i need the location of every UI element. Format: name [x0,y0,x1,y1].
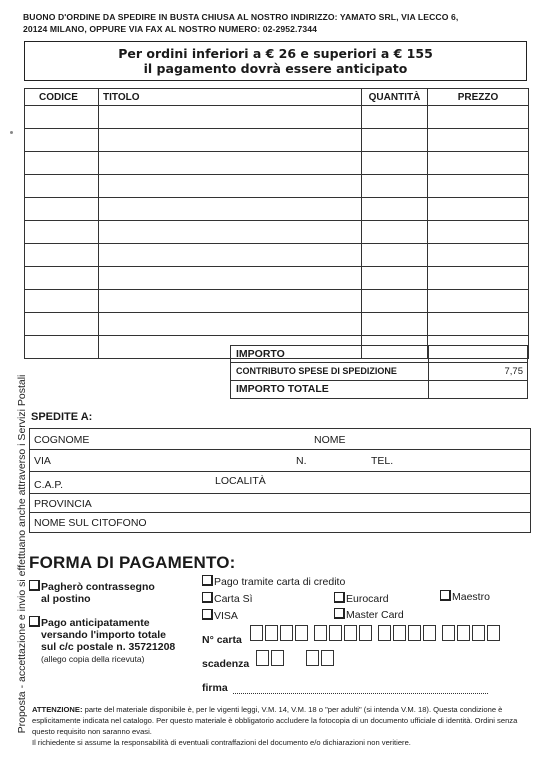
cognome-nome-row[interactable] [29,428,531,450]
order-cell-prezzo[interactable] [428,313,529,336]
n-carta-label: N° carta [202,634,242,646]
order-row [25,129,529,152]
orders-header-row [25,89,529,106]
contrassegno-checkbox[interactable] [29,580,40,591]
order-cell-codice[interactable] [25,290,99,313]
column-header-quantita: QUANTITÀ [362,89,428,106]
column-header-prezzo: PREZZO [428,89,529,106]
maestro-checkbox[interactable] [440,590,451,601]
order-cell-titolo[interactable] [99,267,362,290]
eurocard-checkbox[interactable] [334,592,345,603]
importo-field[interactable] [429,346,527,362]
card-digit-box[interactable] [442,625,455,641]
order-cell-codice[interactable] [25,129,99,152]
notice-line-2: il pagamento dovrà essere anticipato [143,61,408,76]
order-cell-prezzo[interactable] [428,221,529,244]
scadenza-label: scadenza [202,658,250,670]
via-label: VIA [34,455,51,467]
order-cell-quantita[interactable] [362,106,428,129]
order-cell-titolo[interactable] [99,313,362,336]
card-digit-box[interactable] [265,625,278,641]
orders-table [24,88,529,359]
maestro-label: Maestro [452,591,490,603]
order-row [25,152,529,175]
card-digit-box[interactable] [457,625,470,641]
order-cell-titolo[interactable] [99,290,362,313]
expiry-year-digit-2[interactable] [321,650,334,666]
contrassegno-line-2: al postino [41,593,91,605]
attention-text-2: Il richiedente si assume la responsabilità di eventuali contraffazioni del documento e/o dichiarazioni non veritiere. [32,738,411,747]
order-cell-prezzo[interactable] [428,175,529,198]
cognome-label: COGNOME [34,434,90,446]
attention-note [32,704,527,748]
provincia-label: PROVINCIA [34,498,92,510]
option-visa[interactable] [202,609,238,622]
card-digit-box[interactable] [295,625,308,641]
contributo-row [230,363,528,381]
option-anticipato[interactable] [29,616,175,665]
order-cell-quantita[interactable] [362,175,428,198]
visa-label: VISA [214,610,238,622]
contributo-label: CONTRIBUTO SPESE DI SPEDIZIONE [231,363,429,380]
notice-line-1: Per ordini inferiori a € 26 e superiori a € 155 [118,46,433,61]
anticipato-line-2: versando l'importo totale [41,629,167,641]
card-digit-box[interactable] [393,625,406,641]
provincia-row[interactable] [29,494,531,513]
order-cell-prezzo[interactable] [428,129,529,152]
shipping-address-form [29,428,531,533]
card-digit-box[interactable] [280,625,293,641]
order-cell-titolo[interactable] [99,221,362,244]
order-row [25,175,529,198]
order-cell-quantita[interactable] [362,221,428,244]
anticipato-line-1: Pago anticipatamente [41,617,150,629]
order-row [25,267,529,290]
column-header-codice: CODICE [25,89,99,106]
order-row [25,198,529,221]
order-row [25,244,529,267]
order-cell-quantita[interactable] [362,152,428,175]
card-digit-box[interactable] [314,625,327,641]
option-mastercard[interactable] [334,608,404,621]
order-cell-codice[interactable] [25,198,99,221]
importo-totale-label: IMPORTO TOTALE [231,381,429,398]
expiry-month-digit-1[interactable] [256,650,269,666]
anticipato-line-3: sul c/c postale n. 35721208 [41,641,176,653]
anticipato-note: (allego copia della ricevuta) [41,654,145,664]
order-cell-prezzo[interactable] [428,152,529,175]
cap-localita-row[interactable] [29,472,531,494]
option-carta-credito[interactable] [202,575,345,588]
card-digit-box[interactable] [250,625,263,641]
order-row [25,290,529,313]
totals-block [230,345,528,399]
header-line-2: 20124 MILANO, OPPURE VIA FAX AL NOSTRO NUMERO: 02-2952.7344 [23,24,318,34]
side-note-vertical: Proposta - accettazione e invio si effettuano anche attraverso i Servizi Postali [16,374,28,734]
order-cell-codice[interactable] [25,221,99,244]
firma-label: firma [202,682,228,694]
order-cell-prezzo[interactable] [428,290,529,313]
card-digit-box[interactable] [408,625,421,641]
option-contrassegno[interactable] [29,580,155,605]
mastercard-label: Master Card [346,609,404,621]
order-cell-quantita[interactable] [362,313,428,336]
header-line-1: BUONO D'ORDINE DA SPEDIRE IN BUSTA CHIUSA AL NOSTRO INDIRIZZO: YAMATO SRL, VIA LECCO 6, [23,12,459,22]
column-header-titolo: TITOLO [99,89,362,106]
order-cell-titolo[interactable] [99,152,362,175]
order-cell-titolo[interactable] [99,129,362,152]
card-digit-box[interactable] [487,625,500,641]
carta-si-checkbox[interactable] [202,592,213,603]
importo-label: IMPORTO [231,346,429,362]
order-row [25,106,529,129]
order-cell-prezzo[interactable] [428,267,529,290]
order-row [25,313,529,336]
mastercard-checkbox[interactable] [334,608,345,619]
via-row[interactable] [29,450,531,472]
contrassegno-line-1: Pagherò contrassegno [41,581,155,593]
importo-row [230,345,528,363]
nome-label: NOME [314,434,346,446]
order-cell-prezzo[interactable] [428,106,529,129]
order-cell-codice[interactable] [25,336,99,359]
order-cell-titolo[interactable] [99,106,362,129]
card-digit-box[interactable] [359,625,372,641]
order-cell-codice[interactable] [25,175,99,198]
card-digit-box[interactable] [344,625,357,641]
order-form-header [23,11,528,35]
citofono-row[interactable] [29,513,531,533]
order-cell-quantita[interactable] [362,198,428,221]
order-cell-prezzo[interactable] [428,244,529,267]
order-row [25,221,529,244]
order-cell-quantita[interactable] [362,290,428,313]
card-digit-box[interactable] [329,625,342,641]
card-number-boxes[interactable] [250,625,502,641]
order-cell-codice[interactable] [25,152,99,175]
order-cell-quantita[interactable] [362,129,428,152]
expiry-month-digit-2[interactable] [271,650,284,666]
attention-label: ATTENZIONE: [32,705,83,714]
card-digit-box[interactable] [423,625,436,641]
order-cell-quantita[interactable] [362,267,428,290]
carta-si-label: Carta Sì [214,593,253,605]
card-digit-box[interactable] [472,625,485,641]
citofono-label: NOME SUL CITOFONO [34,517,147,529]
option-eurocard[interactable] [334,592,389,605]
expiry-boxes[interactable] [256,650,336,666]
order-cell-prezzo[interactable] [428,198,529,221]
order-cell-titolo[interactable] [99,198,362,221]
card-digit-box[interactable] [378,625,391,641]
order-cell-codice[interactable] [25,313,99,336]
numero-label: N. [296,455,307,467]
margin-dot [10,131,13,134]
signature-line[interactable] [233,683,488,694]
order-cell-titolo[interactable] [99,175,362,198]
payment-notice [24,41,527,81]
visa-checkbox[interactable] [202,609,213,620]
expiry-year-digit-1[interactable] [306,650,319,666]
carta-credito-label: Pago tramite carta di credito [214,576,346,588]
carta-credito-checkbox[interactable] [202,575,213,586]
shipping-title: SPEDITE A: [31,411,93,423]
localita-label: LOCALITÀ [215,475,266,487]
tel-label: TEL. [371,455,394,467]
order-cell-codice[interactable] [25,244,99,267]
cap-label: C.A.P. [34,479,63,491]
importo-totale-field[interactable] [429,381,527,398]
attention-text-1: parte del materiale disponibile è, per le vigenti leggi, V.M. 14, V.M. 18 o "per adulti" (si intenda V.M. 18). Questa condizione è esplicitamente indicata nel catalogo. Per questo materiale è obbligatorio accludere la fotocopia di un documento ufficiale di identità. Ordini senza questo requisito non saranno evasi. [32,705,518,736]
eurocard-label: Eurocard [346,593,389,605]
order-cell-titolo[interactable] [99,244,362,267]
payment-title: FORMA DI PAGAMENTO: [29,553,236,572]
anticipato-checkbox[interactable] [29,616,40,627]
option-carta-si[interactable] [202,592,253,605]
importo-totale-row [230,381,528,399]
option-maestro[interactable] [440,590,490,603]
order-cell-quantita[interactable] [362,244,428,267]
order-cell-codice[interactable] [25,267,99,290]
order-cell-codice[interactable] [25,106,99,129]
contributo-value: 7,75 [504,366,523,377]
